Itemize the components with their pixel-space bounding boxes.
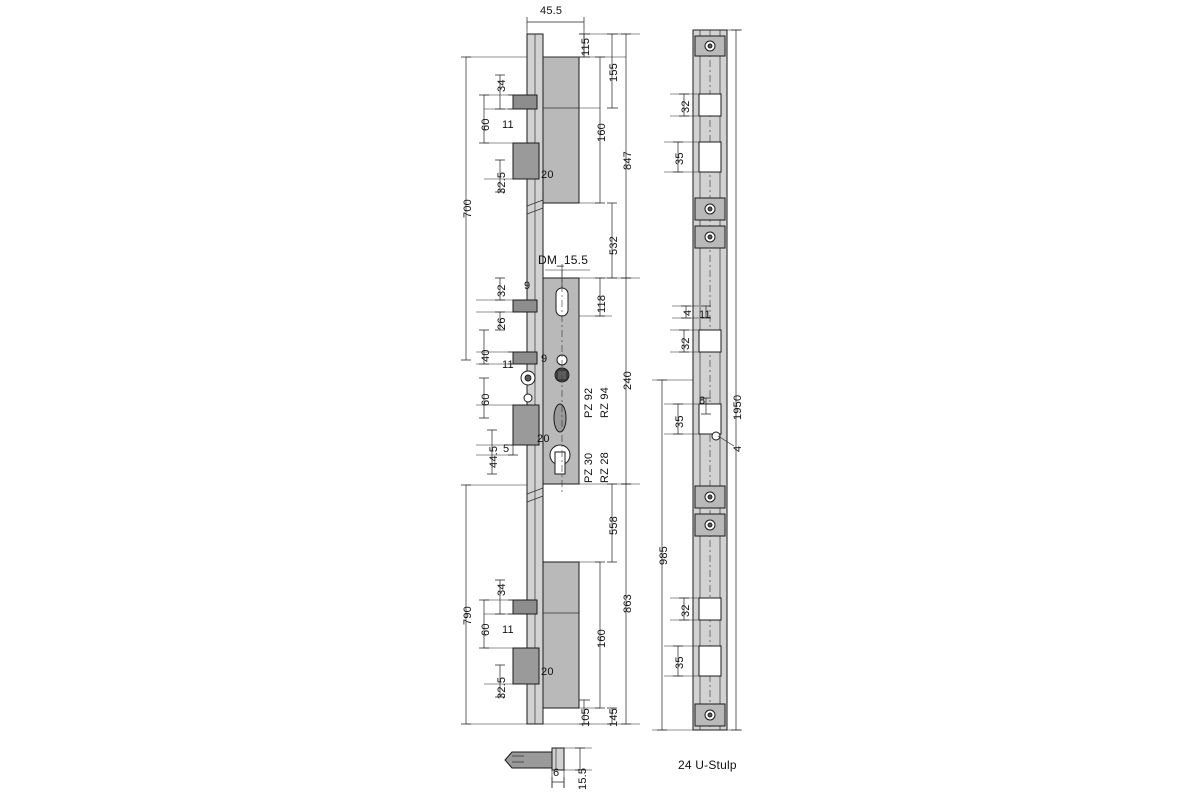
side-dim-32-b: 32: [680, 337, 692, 350]
label-9-b: 9: [541, 353, 548, 365]
dim-5: 5: [503, 443, 510, 455]
dim-26: 26: [496, 317, 508, 330]
dim-118: 118: [596, 294, 608, 313]
dim-847: 847: [622, 151, 634, 170]
side-total-1950: 1950: [732, 394, 744, 420]
dim-105: 105: [580, 708, 592, 727]
section-thickness: 6: [553, 767, 560, 779]
label-pz-92: PZ 92: [583, 387, 595, 418]
dim-44-5: 44.5: [488, 445, 500, 468]
dim-115: 115: [580, 37, 592, 56]
dim-60-bottom: 60: [480, 623, 492, 636]
section-height: 15.5: [577, 767, 589, 790]
dim-34-top: 34: [496, 79, 508, 92]
dim-558: 558: [608, 516, 620, 535]
dim-160-bottom: 160: [596, 629, 608, 648]
side-view-group: [693, 30, 727, 730]
side-dim-11: 11: [699, 309, 711, 321]
dim-32-5-top: 32.5: [496, 171, 508, 194]
side-dim-32-a: 32: [680, 100, 692, 113]
label-20-bottom: 20: [541, 666, 554, 678]
label-20-mid: 20: [537, 433, 550, 445]
dim-60-mid: 60: [480, 393, 492, 406]
dim-160-top: 160: [596, 123, 608, 142]
side-dim-35-a: 35: [674, 152, 686, 165]
side-dim-4: 4: [682, 309, 694, 316]
label-pz-30: PZ 30: [583, 452, 595, 483]
side-sub-985: 985: [658, 546, 670, 565]
side-dim-35-c: 35: [674, 656, 686, 669]
label-rz-94: RZ 94: [599, 387, 611, 418]
dim-11-bottom: 11: [502, 624, 514, 636]
dim-240: 240: [622, 371, 634, 390]
dim-145: 145: [608, 708, 620, 727]
label-dm: DM_15.5: [538, 253, 589, 267]
dim-40: 40: [480, 349, 492, 362]
dim-155: 155: [608, 63, 620, 82]
side-dim-8: 8: [699, 395, 706, 407]
side-diameter-note: 4: [732, 445, 744, 452]
dim-790: 790: [462, 606, 474, 625]
label-20-top: 20: [541, 169, 554, 181]
label-9-a: 9: [524, 280, 531, 292]
side-dim-35-b: 35: [674, 415, 686, 428]
front-view-group: [513, 34, 579, 724]
dim-11-top: 11: [502, 119, 514, 131]
dim-11-mid: 11: [502, 359, 514, 371]
dim-60-top: 60: [480, 118, 492, 131]
dim-532: 532: [608, 236, 620, 255]
dim-32-5-bottom: 32.5: [496, 676, 508, 699]
dim-32-mid: 32: [496, 284, 508, 297]
dim-863: 863: [622, 594, 634, 613]
dim-34-bottom: 34: [496, 583, 508, 596]
label-rz-28: RZ 28: [599, 452, 611, 483]
side-dim-32-c: 32: [680, 604, 692, 617]
side-view-caption: 24 U-Stulp: [678, 758, 737, 772]
dim-top-width: 45.5: [540, 5, 563, 17]
dim-700: 700: [462, 199, 474, 218]
